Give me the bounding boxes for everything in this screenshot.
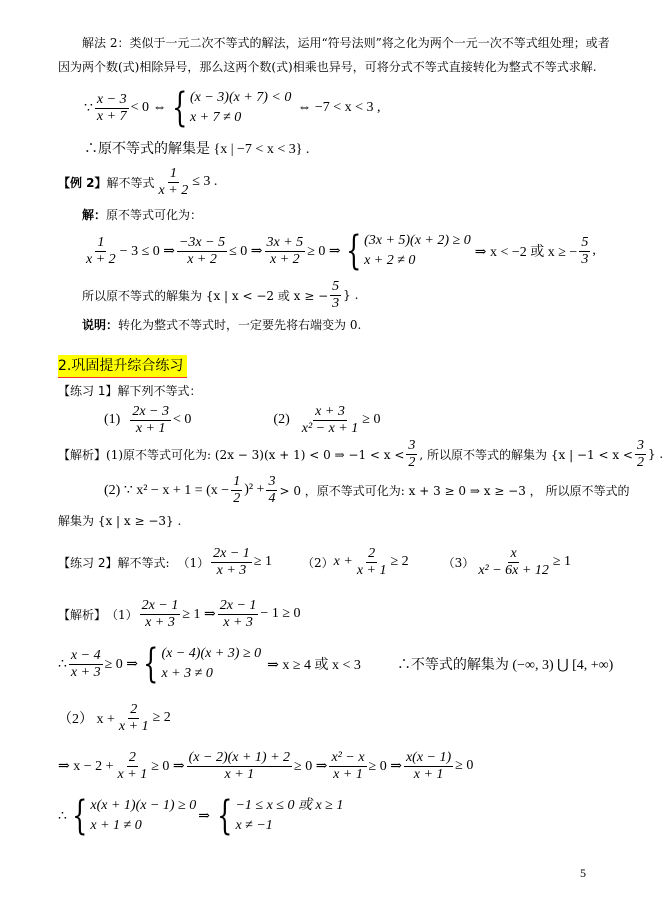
answer-1-line-1 <box>58 436 663 472</box>
a2-l5-system-1: { x(x + 1)(x − 1) ≥ 0 x + 1 ≠ 0 <box>72 793 197 839</box>
a2-l2-system: { (x − 4)(x + 3) ≥ 0 x + 3 ≠ 0 <box>143 641 262 687</box>
a2-l5-pre: ∴ <box>58 808 67 824</box>
a2-l1-r1: ≥ 1 ⇒ <box>182 606 216 622</box>
a2-l3-r: ≥ 2 <box>152 710 171 725</box>
a2-l4-r2: ≥ 0 ⇒ <box>294 758 328 774</box>
method2-equation <box>84 86 381 130</box>
a1-l2-pre: (2) ∵ x² − x + 1 = (x − <box>104 482 230 498</box>
a2-l5-r: ⇒ <box>198 808 210 824</box>
answer-2-line-5 <box>58 794 343 838</box>
m2-fraction: $\frac{x - 3}{x + 7}$ <box>96 91 127 124</box>
ex2-chain-f4: $\frac{5}{3}$ <box>581 234 589 267</box>
p2-item-3-fraction: $\frac{x}{\text{x² − 6x + 12}}$ <box>478 545 549 578</box>
a2-l4-r3: ≥ 0 ⇒ <box>368 758 402 774</box>
ex2-chain-end: , <box>592 243 596 258</box>
p1-item-1-fraction: $\frac{2x - 3}{x + 1}$ <box>132 403 169 436</box>
a2-l1-r2: − 1 ≥ 0 <box>260 606 301 621</box>
a2-l2-pre: ∴ <box>58 656 67 672</box>
a2-l5-system-2: { −1 ≤ x ≤ 0 或 x ≥ 1 x ≠ −1 <box>217 793 344 839</box>
example-2-text: 解不等式 <box>106 175 155 190</box>
a2-l4-f3: $\frac{\text{x² − x}}{x + 1}$ <box>331 749 365 782</box>
a2-l2-r: ≥ 0 ⇒ <box>104 656 139 672</box>
a2-l4-f2: $\frac{(x - 2)(x + 1) + 2}{x + 1}$ <box>188 749 291 782</box>
ex2-chain-r4: ⇒ x < −2 或 x ≥ − <box>474 245 578 260</box>
a1-l1-end: } . <box>647 447 663 461</box>
ex2-chain-r2: ≤ 0 ⇒ <box>229 243 263 259</box>
p2-item-1-label: （1） <box>177 555 210 570</box>
practice-1-tag: 【练习 1】 <box>58 384 118 398</box>
a2-l1-f2: $\frac{2x - 1}{x + 3}$ <box>219 597 257 630</box>
a1-l2-mid: )² + <box>244 482 265 497</box>
a1-l1-mid: , 所以原不等式的解集为 {x | −1 < x < <box>419 447 633 462</box>
answer-2-line-2 <box>58 642 613 686</box>
p1-item-1-label: (1) <box>104 412 121 427</box>
practice-2-statement <box>58 544 571 580</box>
p1-item-2-rel: ≥ 0 <box>362 412 381 427</box>
p2-text: 解不等式: <box>117 555 170 570</box>
p2-item-2-pre: x + <box>333 554 353 569</box>
p2-item-2-rel: ≥ 2 <box>390 554 409 569</box>
answer-2-line-1 <box>58 596 301 632</box>
a2-l4-f1: $\frac{2}{x + 1}$ <box>117 749 148 782</box>
ex2-chain-system: { (3x + 5)(x + 2) ≥ 0 x + 2 ≠ 0 <box>345 228 471 274</box>
practice-1-items <box>104 402 380 438</box>
p2-item-2-label: （2） <box>302 555 334 570</box>
a1-l1-frac: $\frac{3}{2}$ <box>408 437 416 470</box>
example-2-tag: 【例 2】 <box>58 175 107 190</box>
p2-item-3-label: （3） <box>442 555 475 570</box>
answer-1-line-3: 解集为 {x | x ≥ −3} . <box>58 514 182 528</box>
because-symbol: ∵ <box>84 100 93 116</box>
a2-l3-pre: （2） x + <box>58 712 115 727</box>
ex2-set-fraction: $\frac{5}{3}$ <box>332 278 340 311</box>
method2-line-2: 因为两个数(式)相除异号，那么这两个数(式)相乘也异号，可将分式不等式直接转化为整式不等式求解. <box>58 60 597 74</box>
a1-l1-frac-2: $\frac{3}{2}$ <box>636 437 644 470</box>
a1-l1-pre: (1)原不等式可化为: (2x − 3)(x + 1) < 0 ⇒ −1 < x < <box>106 447 405 462</box>
answer-2-line-4 <box>58 746 473 786</box>
answer-1-tag: 【解析】 <box>58 447 107 462</box>
note: 说明：转化为整式不等式时，一定要先将右端变为 0. <box>82 318 362 332</box>
answer-2-line-3 <box>58 700 171 736</box>
ex2-fraction: $\frac{1}{x + 2}$ <box>158 165 189 198</box>
ex2-chain-f3: $\frac{3x + 5}{x + 2}$ <box>266 234 304 267</box>
p2-item-3-rel: ≥ 1 <box>552 554 572 569</box>
ex2-chain-f2: $\frac{-3x - 5}{x + 2}$ <box>178 234 226 267</box>
p1-item-1-rel: < 0 <box>173 412 192 427</box>
ex2-solution-set <box>82 278 358 312</box>
section-title: 2.巩固提升综合练习 <box>58 355 187 378</box>
ex2-chain <box>82 228 596 274</box>
p2-item-1-fraction: $\frac{2x - 1}{x + 3}$ <box>213 545 250 578</box>
ex2-solution-intro: 解：原不等式可化为： <box>82 208 203 222</box>
m2-rel: < 0 ⇔ <box>130 100 167 115</box>
ex2-chain-r3: ≥ 0 ⇒ <box>307 243 341 259</box>
a2-l2-set: ∴不等式的解集为 (−∞, 3) ⋃ [4, +∞) <box>396 658 614 673</box>
a2-l4-r4: ≥ 0 <box>455 758 474 773</box>
page-number: 5 <box>580 866 586 880</box>
ex2-chain-f1: $\frac{1}{x + 2}$ <box>86 234 116 267</box>
practice-2-tag: 【练习 2】 <box>58 555 118 570</box>
note-label: 说明： <box>82 318 119 332</box>
answer-1-line-2 <box>104 472 630 508</box>
a2-l1-f1: $\frac{2x - 1}{x + 3}$ <box>141 597 179 630</box>
a2-l2-frac: $\frac{x - 4}{x + 3}$ <box>70 647 101 680</box>
practice-1-header: 【练习 1】解下列不等式： <box>58 384 202 398</box>
p2-item-1-rel: ≥ 1 <box>253 554 272 569</box>
p1-item-2-label: (2) <box>273 412 290 427</box>
a2-l3-frac: $\frac{2}{x + 1}$ <box>118 701 149 734</box>
a1-l2-frac: $\frac{1}{2}$ <box>233 473 241 506</box>
p2-item-2-fraction: $\frac{2}{x + 1}$ <box>356 545 387 578</box>
method2-line-1: 解法 2：类似于一元二次不等式的解法，运用“符号法则”将之化为两个一元一次不等式组处理；或者 <box>82 36 610 50</box>
ex2-set-pre: 所以原不等式的解集为 {x | x < −2 或 x ≥ − <box>82 288 329 303</box>
answer-2-tag: 【解析】 <box>58 607 107 622</box>
a2-l2-result: ⇒ x ≥ 4 或 x < 3 <box>267 658 361 673</box>
a2-l1-pre: （1） <box>106 607 138 622</box>
a2-l4-r1: ≥ 0 ⇒ <box>151 758 185 774</box>
ex2-rel: ≤ 3 . <box>192 174 218 189</box>
ex2-set-post: } . <box>343 288 359 302</box>
example-2-statement <box>58 164 217 200</box>
a1-l2-frac-2: $\frac{3}{4}$ <box>268 473 276 506</box>
ex2-chain-r1: − 3 ≤ 0 ⇒ <box>119 243 175 259</box>
m2-system: { (x − 3)(x + 7) < 0 x + 7 ≠ 0 <box>171 85 292 131</box>
a2-l4-f4: $\frac{x(x - 1)}{x + 1}$ <box>405 749 452 782</box>
m2-result: ⇔ −7 < x < 3 , <box>297 100 381 115</box>
solution-label: 解： <box>82 208 107 222</box>
a2-l4-pre: ⇒ x − 2 + <box>58 758 114 774</box>
p1-item-2-fraction: $\frac{x + 3}{\text{x² − x + 1}}$ <box>301 403 359 436</box>
m2-solution-set: ∴原不等式的解集是 {x | −7 < x < 3} . <box>84 142 310 157</box>
a1-l2-end: > 0 ，原不等式可化为: x + 3 ≥ 0 ⇒ x ≥ −3 ， 所以原不等式的 <box>279 483 630 498</box>
